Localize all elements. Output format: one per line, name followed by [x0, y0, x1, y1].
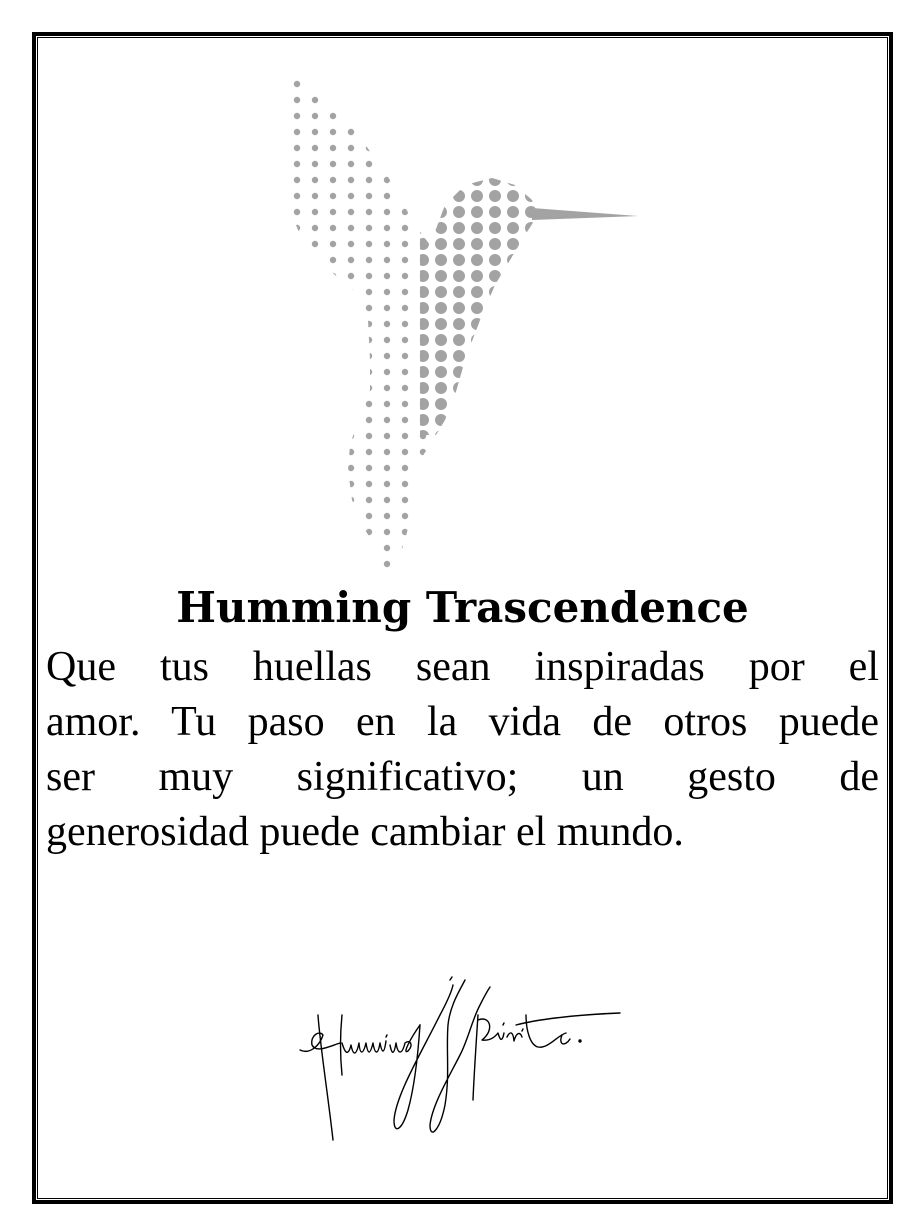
handwritten-signature: [290, 975, 640, 1150]
body-line: ser muy significativo; un gesto de: [46, 754, 879, 800]
body-paragraph: [46, 640, 879, 860]
body-line: generosidad puede cambiar el mundo.: [46, 809, 684, 855]
body-line: Que tus huellas sean inspiradas por el: [46, 644, 879, 690]
hummingbird-logo-icon: [270, 60, 650, 580]
body-line: amor. Tu paso en la vida de otros puede: [46, 699, 879, 745]
document-title: Humming Trascendence: [176, 583, 749, 632]
